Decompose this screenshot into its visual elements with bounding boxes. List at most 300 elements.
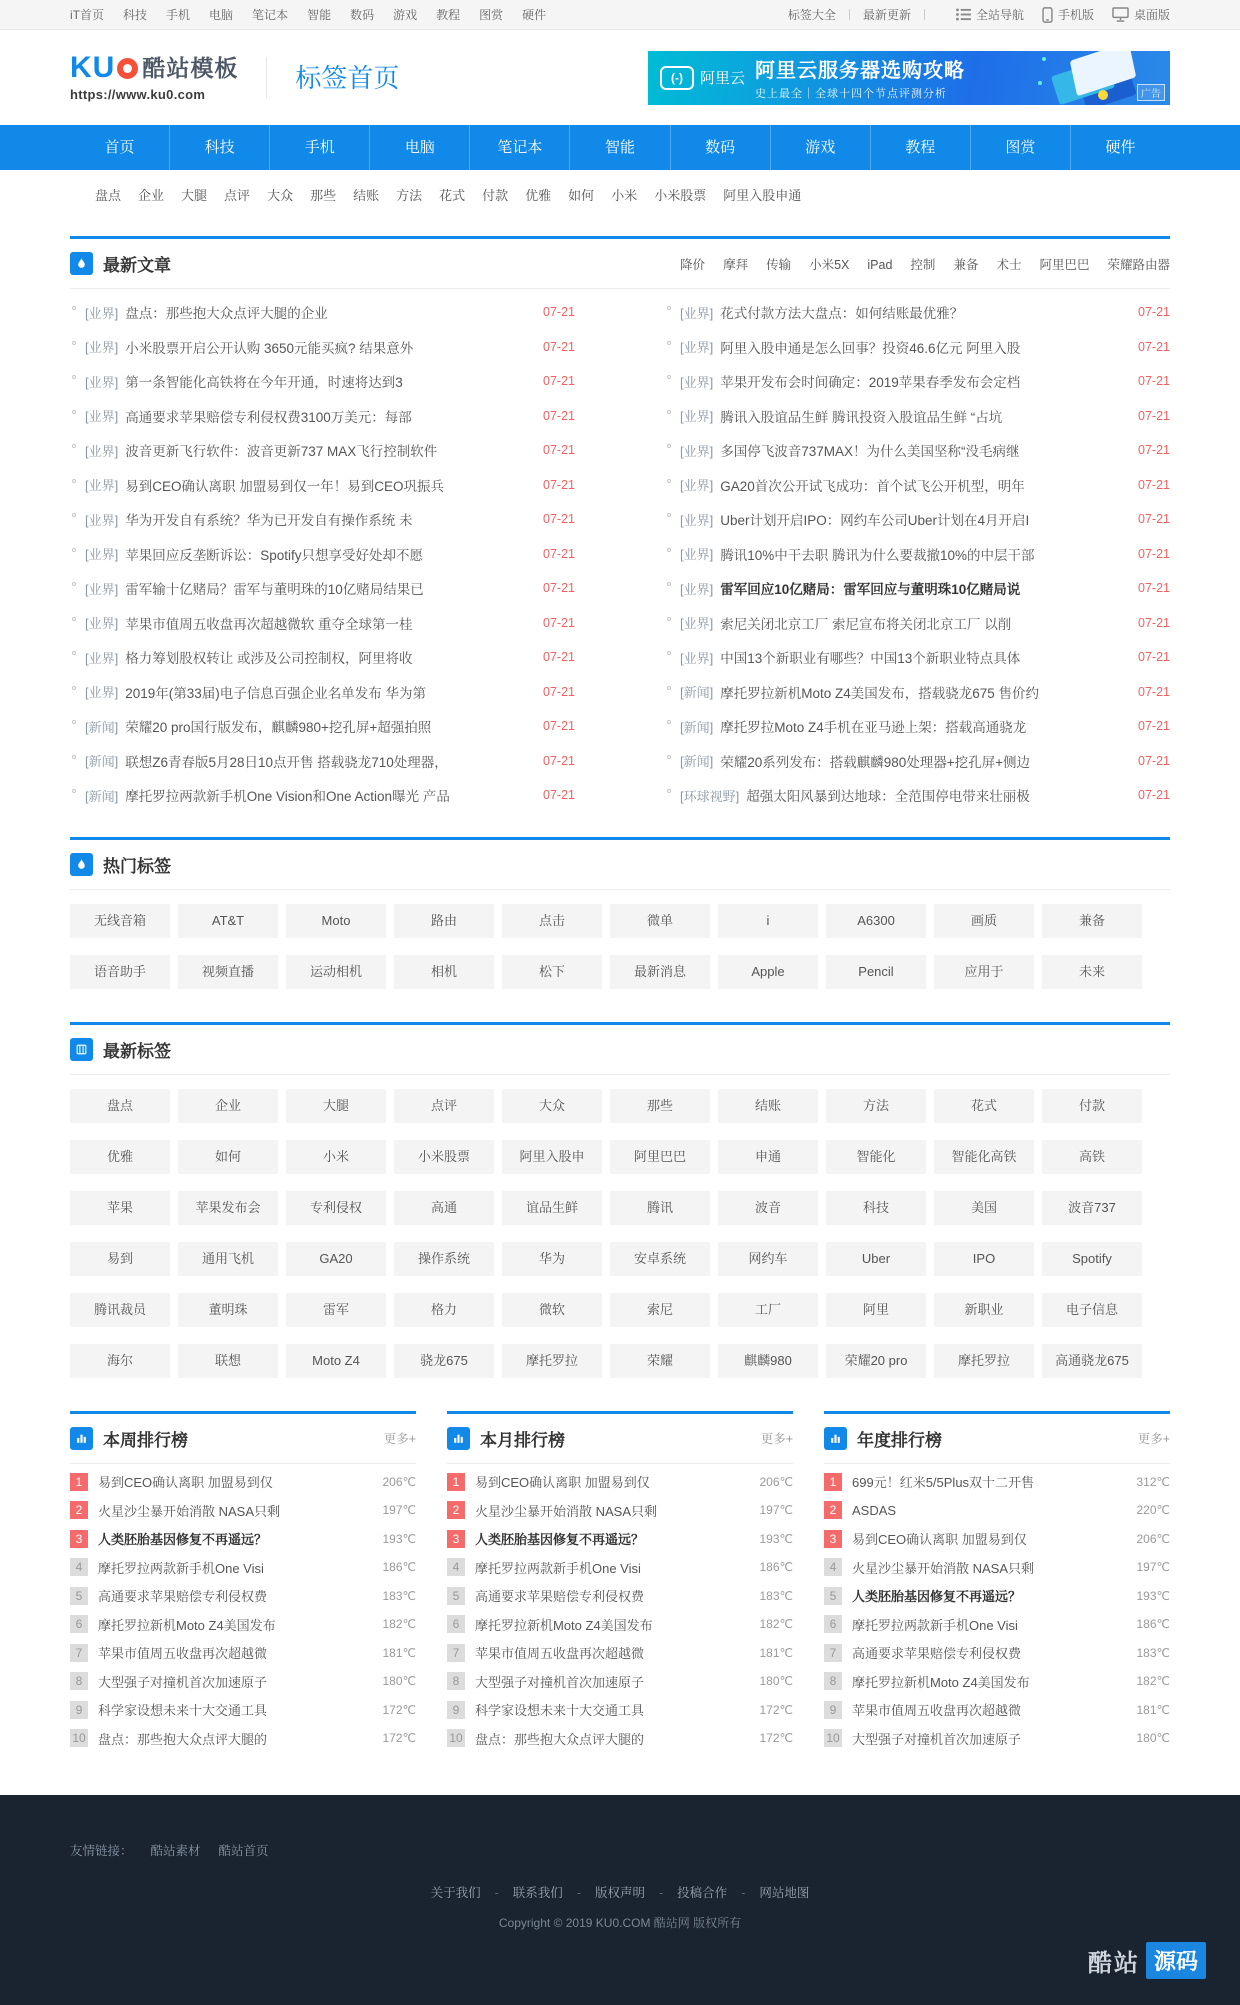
ranking-title[interactable]: 人类胚胎基因修复不再遥远？: [475, 1532, 645, 1548]
ranking-item[interactable]: [447, 1553, 793, 1582]
strip-tag[interactable]: 如何: [568, 188, 595, 203]
ranking-title[interactable]: 大型强子对撞机首次加速原子: [852, 1731, 1022, 1747]
ranking-title[interactable]: 科学家设想未来十大交通工具: [98, 1703, 268, 1719]
ranking-item[interactable]: [447, 1610, 793, 1639]
ranking-heat: 193℃: [759, 1531, 793, 1546]
ranking-item[interactable]: [70, 1667, 416, 1696]
tag-button[interactable]: 华为: [502, 1242, 602, 1276]
tag-button[interactable]: 安卓系统: [610, 1242, 710, 1276]
topbar-link[interactable]: 电脑: [209, 8, 234, 22]
ranking-item[interactable]: [824, 1525, 1170, 1554]
tag-button[interactable]: 电子信息: [1042, 1293, 1142, 1327]
article-title[interactable]: 荣耀20 pro国行版发布，麒麟980+挖孔屏+超强拍照: [125, 720, 432, 736]
article-item[interactable]: [665, 537, 1170, 572]
tag-button[interactable]: 操作系统: [394, 1242, 494, 1276]
ranking-item[interactable]: [70, 1525, 416, 1554]
more-link[interactable]: 更多+: [760, 1432, 793, 1446]
article-item[interactable]: [70, 778, 575, 813]
tag-button[interactable]: 董明珠: [178, 1293, 278, 1327]
article-item[interactable]: [665, 364, 1170, 399]
tag-button[interactable]: 荣耀: [610, 1344, 710, 1378]
footer-link[interactable]: - 网站地图: [727, 1886, 809, 1900]
ranking-item[interactable]: [70, 1724, 416, 1753]
tag-button[interactable]: 智能化: [826, 1140, 926, 1174]
article-title[interactable]: 苹果开发布会时间确定：2019苹果春季发布会定档: [720, 375, 1021, 391]
tag-button[interactable]: 申通: [718, 1140, 818, 1174]
site-nav-link[interactable]: 全站导航: [956, 6, 1024, 23]
tag-button[interactable]: 点击: [502, 904, 602, 938]
article-title[interactable]: 第一条智能化高铁将在今年开通，时速将达到3: [125, 375, 403, 391]
side-tag[interactable]: 荣耀路由器: [1107, 257, 1170, 272]
nav-item[interactable]: 首页: [104, 139, 135, 156]
strip-tag[interactable]: 付款: [482, 188, 509, 203]
bullet-icon: [72, 479, 76, 483]
article-item[interactable]: [70, 468, 575, 503]
ranking-title[interactable]: 大型强子对撞机首次加速原子: [475, 1674, 645, 1690]
ranking-title[interactable]: 苹果市值周五收盘再次超越微: [852, 1703, 1022, 1719]
tag-button[interactable]: 腾讯: [610, 1191, 710, 1225]
article-title[interactable]: 摩托罗拉新机Moto Z4美国发布，搭载骁龙675 售价约: [720, 685, 1040, 701]
tag-button[interactable]: Pencil: [826, 955, 926, 989]
ranking-title[interactable]: 大型强子对撞机首次加速原子: [98, 1674, 268, 1690]
ranking-title[interactable]: 摩托罗拉两款新手机One Visi: [475, 1560, 641, 1576]
article-title[interactable]: Uber计划开启IPO：网约车公司Uber计划在4月开启I: [720, 513, 1030, 529]
topbar-link[interactable]: iT首页: [70, 8, 104, 22]
more-link[interactable]: 更多+: [1137, 1432, 1170, 1446]
side-tag[interactable]: 传输: [766, 257, 792, 272]
article-item[interactable]: [70, 675, 575, 710]
strip-tag[interactable]: 那些: [310, 188, 337, 203]
article-item[interactable]: [665, 502, 1170, 537]
tag-button[interactable]: 语音助手: [70, 955, 170, 989]
tag-button[interactable]: 方法: [826, 1089, 926, 1123]
strip-tag[interactable]: 小米股票: [654, 188, 707, 203]
article-item[interactable]: [665, 709, 1170, 744]
rank-badge: 1: [824, 1473, 842, 1491]
article-item[interactable]: [665, 295, 1170, 330]
tag-button[interactable]: 联想: [178, 1344, 278, 1378]
bar-chart-icon: [70, 1427, 93, 1450]
article-item[interactable]: [70, 399, 575, 434]
footer-link[interactable]: - 投稿合作: [645, 1886, 727, 1900]
side-tag[interactable]: iPad: [867, 257, 893, 272]
tag-button[interactable]: 盘点: [70, 1089, 170, 1123]
topbar-link[interactable]: 数码: [350, 8, 375, 22]
nav-item[interactable]: 智能: [569, 125, 669, 170]
topbar-link[interactable]: 手机: [166, 8, 191, 22]
article-date: 07-21: [543, 374, 575, 389]
nav-item[interactable]: 图赏: [970, 125, 1070, 170]
tag-button[interactable]: 海尔: [70, 1344, 170, 1378]
article-item[interactable]: [70, 571, 575, 606]
ranking-title[interactable]: 易到CEO确认离职 加盟易到仅: [98, 1475, 273, 1491]
article-title[interactable]: 格力筹划股权转让 或涉及公司控制权，阿里将收: [125, 651, 413, 667]
tag-button[interactable]: 小米股票: [394, 1140, 494, 1174]
tag-button[interactable]: 易到: [70, 1242, 170, 1276]
tag-button[interactable]: 苹果发布会: [178, 1191, 278, 1225]
tag-button[interactable]: 应用于: [934, 955, 1034, 989]
article-category: [新闻]: [85, 719, 119, 735]
ranking-title[interactable]: 易到CEO确认离职 加盟易到仅: [852, 1532, 1027, 1548]
bar-chart-icon: [824, 1427, 847, 1450]
article-item[interactable]: [665, 606, 1170, 641]
tag-button[interactable]: 微单: [610, 904, 710, 938]
article-item[interactable]: [665, 571, 1170, 606]
ranking-item[interactable]: [824, 1696, 1170, 1725]
ranking-item[interactable]: [70, 1496, 416, 1525]
tag-button[interactable]: 最新消息: [610, 955, 710, 989]
ranking-item[interactable]: [447, 1525, 793, 1554]
ad-label: 广告: [1137, 84, 1165, 101]
tag-button[interactable]: AT&T: [178, 904, 278, 938]
tag-button[interactable]: 画质: [934, 904, 1034, 938]
ranking-item[interactable]: [447, 1468, 793, 1497]
side-tag[interactable]: 阿里巴巴: [1039, 257, 1090, 272]
article-title[interactable]: 腾讯10%中干去职 腾讯为什么要裁撤10%的中层干部: [720, 547, 1035, 563]
tag-button[interactable]: 波音: [718, 1191, 818, 1225]
topbar-link[interactable]: 智能: [307, 8, 332, 22]
article-item[interactable]: [665, 468, 1170, 503]
side-tag[interactable]: 兼备: [953, 257, 979, 272]
tag-button[interactable]: 美国: [934, 1191, 1034, 1225]
more-link[interactable]: 更多+: [383, 1432, 416, 1446]
tag-button[interactable]: 网约车: [718, 1242, 818, 1276]
tag-button[interactable]: 小米: [286, 1140, 386, 1174]
article-item[interactable]: [665, 744, 1170, 779]
tag-button[interactable]: 微软: [502, 1293, 602, 1327]
article-item[interactable]: [70, 502, 575, 537]
tag-button[interactable]: 专利侵权: [286, 1191, 386, 1225]
bullet-icon: [72, 548, 76, 552]
tag-button[interactable]: i: [718, 904, 818, 938]
nav-item[interactable]: 电脑: [369, 125, 469, 170]
tag-button[interactable]: 优雅: [70, 1140, 170, 1174]
strip-tag[interactable]: 大腿: [181, 188, 208, 203]
article-date: 07-21: [543, 339, 575, 354]
ranking-heat: 172℃: [382, 1731, 416, 1746]
tag-button[interactable]: Moto: [286, 904, 386, 938]
ranking-item[interactable]: [447, 1496, 793, 1525]
ranking-title[interactable]: 火星沙尘暴开始消散 NASA只剩: [98, 1503, 281, 1519]
strip-tag[interactable]: 盘点: [95, 188, 122, 203]
article-item[interactable]: [70, 364, 575, 399]
tag-button[interactable]: 运动相机: [286, 955, 386, 989]
article-date: 07-21: [543, 477, 575, 492]
article-title[interactable]: 联想Z6青春版5月28日10点开售 搭载骁龙710处理器，: [125, 754, 448, 770]
tag-button[interactable]: 雷军: [286, 1293, 386, 1327]
tag-button[interactable]: 索尼: [610, 1293, 710, 1327]
side-tag[interactable]: 术士: [996, 257, 1022, 272]
friend-link[interactable]: 酷站素材: [150, 1843, 201, 1858]
tag-button[interactable]: 科技: [826, 1191, 926, 1225]
friend-links-row: [70, 1795, 1170, 1859]
nav-item[interactable]: 笔记本: [469, 125, 569, 170]
article-category: [业界]: [85, 409, 119, 425]
tag-button[interactable]: 企业: [178, 1089, 278, 1123]
ranking-title[interactable]: 摩托罗拉两款新手机One Visi: [852, 1617, 1018, 1633]
ranking-title[interactable]: 盘点：那些抱大众点评大腿的: [475, 1731, 645, 1747]
tag-button[interactable]: 大腿: [286, 1089, 386, 1123]
topbar-link-latest-updates[interactable]: 最新更新: [862, 8, 911, 22]
article-item[interactable]: [70, 295, 575, 330]
ranking-item[interactable]: [70, 1610, 416, 1639]
article-category: [业界]: [85, 581, 119, 597]
tag-button[interactable]: A6300: [826, 904, 926, 938]
article-date: 07-21: [543, 615, 575, 630]
article-title[interactable]: 易到CEO确认离职 加盟易到仅一年！易到CEO巩振兵: [125, 478, 444, 494]
ranking-item[interactable]: [70, 1582, 416, 1611]
new-tags-grid: [70, 1075, 1170, 1395]
ranking-item[interactable]: [824, 1610, 1170, 1639]
tag-button[interactable]: 高铁: [1042, 1140, 1142, 1174]
ranking-item[interactable]: [824, 1667, 1170, 1696]
tag-button[interactable]: 无线音箱: [70, 904, 170, 938]
tag-button[interactable]: 工厂: [718, 1293, 818, 1327]
article-title[interactable]: 华为开发自有系统？华为已开发自有操作系统 未: [125, 513, 413, 529]
tag-button[interactable]: 波音737: [1042, 1191, 1142, 1225]
tag-button[interactable]: Apple: [718, 955, 818, 989]
ranking-item[interactable]: [447, 1724, 793, 1753]
tag-button[interactable]: Spotify: [1042, 1242, 1142, 1276]
rank-badge: 4: [447, 1558, 465, 1576]
ranking-title[interactable]: 火星沙尘暴开始消散 NASA只剩: [852, 1560, 1035, 1576]
ranking-item[interactable]: [447, 1696, 793, 1725]
article-item[interactable]: [70, 709, 575, 744]
ranking-title[interactable]: 苹果市值周五收盘再次超越微: [98, 1646, 268, 1662]
ranking-title[interactable]: 人类胚胎基因修复不再遥远？: [852, 1589, 1022, 1605]
ranking-title[interactable]: 摩托罗拉新机Moto Z4美国发布: [98, 1617, 276, 1633]
ranking-title[interactable]: 摩托罗拉新机Moto Z4美国发布: [475, 1617, 653, 1633]
article-title[interactable]: 荣耀20系列发布：搭载麒麟980处理器+挖孔屏+侧边: [720, 754, 1031, 770]
strip-tag[interactable]: 结账: [353, 188, 380, 203]
footer-link[interactable]: - 联系我们: [481, 1886, 563, 1900]
article-title[interactable]: 超强太阳风暴到达地球：全范围停电带来壮丽极: [746, 789, 1030, 805]
logo-url: https://www.ku0.com: [70, 87, 206, 102]
article-title[interactable]: 波音更新飞行软件：波音更新737 MAX飞行控制软件: [125, 444, 438, 460]
article-item[interactable]: [665, 399, 1170, 434]
tag-button[interactable]: GA20: [286, 1242, 386, 1276]
article-title[interactable]: 花式付款方法大盘点：如何结账最优雅？: [720, 306, 964, 322]
strip-tag[interactable]: 企业: [138, 188, 165, 203]
ranking-item[interactable]: [824, 1582, 1170, 1611]
tag-button[interactable]: 谊品生鲜: [502, 1191, 602, 1225]
tag-button[interactable]: 格力: [394, 1293, 494, 1327]
strip-tag[interactable]: 方法: [396, 188, 423, 203]
yearly-ranking: [824, 1411, 1170, 1763]
friend-link[interactable]: 酷站首页: [218, 1843, 269, 1858]
side-tag[interactable]: 摩拜: [723, 257, 749, 272]
tag-button[interactable]: Moto Z4: [286, 1344, 386, 1378]
ad-banner[interactable]: [648, 51, 1170, 105]
article-title[interactable]: GA20首次公开试飞成功：首个试飞公开机型，明年: [720, 478, 1025, 494]
tag-button[interactable]: 阿里巴巴: [610, 1140, 710, 1174]
side-tag[interactable]: 控制: [910, 257, 936, 272]
tag-button[interactable]: 苹果: [70, 1191, 170, 1225]
aliyun-logo-icon: (-): [660, 66, 694, 90]
tag-button[interactable]: 阿里: [826, 1293, 926, 1327]
tag-button[interactable]: 智能化高铁: [934, 1140, 1034, 1174]
footer-link[interactable]: 关于我们: [430, 1885, 481, 1900]
tag-button[interactable]: 高通骁龙675: [1042, 1344, 1142, 1378]
tag-button[interactable]: 点评: [394, 1089, 494, 1123]
ranking-title[interactable]: 科学家设想未来十大交通工具: [475, 1703, 645, 1719]
tag-button[interactable]: 骁龙675: [394, 1344, 494, 1378]
article-title[interactable]: 苹果回应反垄断诉讼：Spotify只想享受好处却不愿: [125, 547, 424, 563]
copyright: Copyright © 2019 KU0.COM 酷站网 版权所有: [498, 1915, 742, 1930]
article-title[interactable]: 2019年(第33届)电子信息百强企业名单发布 华为第: [125, 685, 427, 701]
article-item[interactable]: [70, 640, 575, 675]
article-item[interactable]: [665, 778, 1170, 813]
tag-button[interactable]: 松下: [502, 955, 602, 989]
ranking-title[interactable]: 盘点：那些抱大众点评大腿的: [98, 1731, 268, 1747]
section-header: [70, 1025, 1170, 1075]
ranking-heat: 206℃: [759, 1474, 793, 1489]
mobile-version-link[interactable]: 手机版: [1042, 6, 1094, 23]
strip-tag[interactable]: 点评: [224, 188, 251, 203]
nav-item[interactable]: 科技: [169, 125, 269, 170]
ranking-item[interactable]: [824, 1496, 1170, 1525]
article-item[interactable]: [665, 330, 1170, 365]
tag-button[interactable]: 视频直播: [178, 955, 278, 989]
tag-button[interactable]: 阿里入股申: [502, 1140, 602, 1174]
article-title[interactable]: 雷军输十亿赌局？雷军与董明珠的10亿赌局结果已: [125, 582, 424, 598]
nav-item[interactable]: 数码: [670, 125, 770, 170]
ranking-item[interactable]: [824, 1468, 1170, 1497]
ranking-item[interactable]: [70, 1553, 416, 1582]
article-title[interactable]: 腾讯入股谊品生鲜 腾讯投资入股谊品生鲜 “占坑: [720, 409, 1003, 425]
ranking-title[interactable]: 高通要求苹果赔偿专利侵权费: [475, 1589, 645, 1605]
footer-link[interactable]: - 版权声明: [563, 1886, 645, 1900]
nav-item[interactable]: 游戏: [770, 125, 870, 170]
article-title[interactable]: 苹果市值周五收盘再次超越微软 重夺全球第一桂: [125, 616, 413, 632]
tag-button[interactable]: 未来: [1042, 955, 1142, 989]
ranking-title[interactable]: 699元！红米5/5Plus双十二开售: [852, 1475, 1035, 1491]
tag-button[interactable]: 结账: [718, 1089, 818, 1123]
article-item[interactable]: [665, 675, 1170, 710]
ranking-item[interactable]: [447, 1639, 793, 1668]
nav-item[interactable]: 硬件: [1070, 125, 1170, 170]
rank-badge: 7: [70, 1644, 88, 1662]
side-tag[interactable]: 降价: [680, 257, 706, 272]
monitor-icon: [1112, 7, 1129, 22]
tag-button[interactable]: 高通: [394, 1191, 494, 1225]
divider: [924, 9, 925, 20]
ranking-item[interactable]: [447, 1582, 793, 1611]
topbar-link[interactable]: 笔记本: [252, 8, 289, 22]
topbar-link[interactable]: 科技: [123, 8, 148, 22]
tag-button[interactable]: 腾讯裁员: [70, 1293, 170, 1327]
tag-button[interactable]: 荣耀20 pro: [826, 1344, 926, 1378]
tag-button[interactable]: 兼备: [1042, 904, 1142, 938]
article-title[interactable]: 索尼关闭北京工厂 索尼宣布将关闭北京工厂 以削: [720, 616, 1012, 632]
ranking-item[interactable]: [824, 1639, 1170, 1668]
ranking-item[interactable]: [447, 1667, 793, 1696]
article-title[interactable]: 高通要求苹果赔偿专利侵权费3100万美元：每部: [125, 409, 412, 425]
article-title[interactable]: 摩托罗拉Moto Z4手机在亚马逊上架：搭载高通骁龙: [720, 720, 1027, 736]
article-item[interactable]: [70, 433, 575, 468]
article-title[interactable]: 盘点：那些抱大众点评大腿的企业: [125, 306, 328, 322]
article-title[interactable]: 多国停飞波音737MAX！为什么美国坚称“没毛病继: [720, 444, 1020, 460]
side-tag[interactable]: 小米5X: [809, 257, 850, 272]
tag-button[interactable]: 那些: [610, 1089, 710, 1123]
tag-button[interactable]: Uber: [826, 1242, 926, 1276]
rank-badge: 8: [70, 1672, 88, 1690]
ranking-title[interactable]: 火星沙尘暴开始消散 NASA只剩: [475, 1503, 658, 1519]
desktop-version-link[interactable]: 桌面版: [1112, 6, 1170, 23]
article-item[interactable]: [70, 330, 575, 365]
article-title[interactable]: 雷军回应10亿赌局：雷军回应与董明珠10亿赌局说: [720, 582, 1021, 598]
tag-button[interactable]: 花式: [934, 1089, 1034, 1123]
nav-item[interactable]: 手机: [269, 125, 369, 170]
article-title[interactable]: 中国13个新职业有哪些？中国13个新职业特点具体: [720, 651, 1021, 667]
ranking-item[interactable]: [70, 1639, 416, 1668]
tag-button[interactable]: 付款: [1042, 1089, 1142, 1123]
tag-button[interactable]: 路由: [394, 904, 494, 938]
topbar-link[interactable]: 图赏: [479, 8, 504, 22]
tag-button[interactable]: IPO: [934, 1242, 1034, 1276]
tag-button[interactable]: 摩托罗拉: [934, 1344, 1034, 1378]
strip-tag[interactable]: 大众: [267, 188, 294, 203]
article-date: 07-21: [1138, 615, 1170, 630]
ranking-item[interactable]: [70, 1696, 416, 1725]
ranking-title[interactable]: 摩托罗拉新机Moto Z4美国发布: [852, 1674, 1030, 1690]
ranking-title[interactable]: 高通要求苹果赔偿专利侵权费: [98, 1589, 268, 1605]
article-item[interactable]: [70, 744, 575, 779]
divider: [849, 9, 850, 20]
topbar-link[interactable]: 教程: [436, 8, 461, 22]
article-item[interactable]: [70, 537, 575, 572]
article-title[interactable]: 阿里入股申通是怎么回事？投资46.6亿元 阿里入股: [720, 340, 1021, 356]
ranking-title[interactable]: ASDAS: [852, 1502, 897, 1518]
ranking-title[interactable]: 苹果市值周五收盘再次超越微: [475, 1646, 645, 1662]
ranking-title[interactable]: 摩托罗拉两款新手机One Visi: [98, 1560, 264, 1576]
tag-button[interactable]: 如何: [178, 1140, 278, 1174]
article-title[interactable]: 小米股票开启公开认购 3650元能买疯? 结果意外: [125, 340, 414, 356]
tag-button[interactable]: 摩托罗拉: [502, 1344, 602, 1378]
tag-button[interactable]: 新职业: [934, 1293, 1034, 1327]
ranking-item[interactable]: [824, 1724, 1170, 1753]
tag-button[interactable]: 麒麟980: [718, 1344, 818, 1378]
tag-button[interactable]: 通用飞机: [178, 1242, 278, 1276]
bullet-icon: [667, 513, 671, 517]
ranking-item[interactable]: [824, 1553, 1170, 1582]
article-category: [业界]: [85, 478, 119, 494]
topbar-link[interactable]: 游戏: [393, 8, 418, 22]
site-logo[interactable]: [70, 53, 238, 102]
topbar-link-tags-all[interactable]: 标签大全: [787, 8, 836, 22]
friend-links-label: 友情链接：: [70, 1843, 133, 1858]
topbar-link[interactable]: 硬件: [522, 8, 547, 22]
ranking-title[interactable]: 易到CEO确认离职 加盟易到仅: [475, 1475, 650, 1491]
tag-button[interactable]: 相机: [394, 955, 494, 989]
article-date: 07-21: [543, 788, 575, 803]
tag-button[interactable]: 大众: [502, 1089, 602, 1123]
nav-item[interactable]: 教程: [870, 125, 970, 170]
article-item[interactable]: [665, 640, 1170, 675]
article-item[interactable]: [70, 606, 575, 641]
latest-articles-section: [70, 236, 1170, 821]
strip-tag[interactable]: 优雅: [525, 188, 552, 203]
article-list-right: [665, 295, 1170, 813]
strip-tag[interactable]: 阿里入股申通: [723, 188, 802, 203]
ranking-item[interactable]: [70, 1468, 416, 1497]
ranking-title[interactable]: 人类胚胎基因修复不再遥远？: [98, 1532, 268, 1548]
strip-tag[interactable]: 花式: [439, 188, 466, 203]
strip-tag[interactable]: 小米: [611, 188, 638, 203]
article-item[interactable]: [665, 433, 1170, 468]
ranking-title[interactable]: 高通要求苹果赔偿专利侵权费: [852, 1646, 1022, 1662]
article-title[interactable]: 摩托罗拉两款新手机One Vision和One Action曝光 产品: [125, 789, 450, 805]
